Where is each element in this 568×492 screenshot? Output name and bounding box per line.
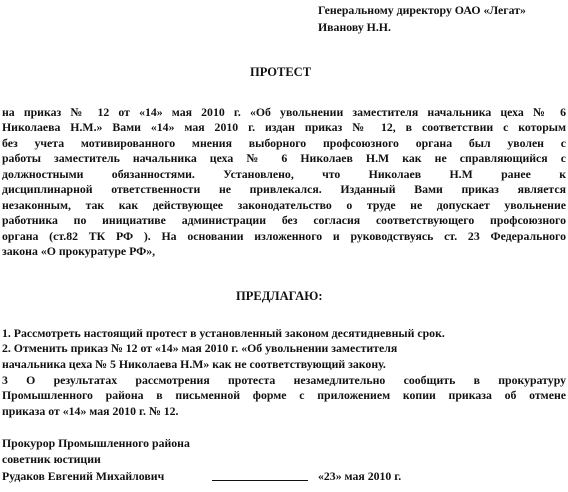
signature-title-line-2: советник юстиции: [2, 452, 101, 466]
body-line-10: закона «О прокуратуре РФ»,: [2, 244, 156, 258]
item-3-line-1: 3 О результатах рассмотрения протеста незамедлительно сообщить в прокуратуру: [2, 373, 566, 387]
propose-heading: ПРЕДЛАГАЮ:: [236, 289, 323, 303]
body-line-8: работника по инициативе администрации без согласия соответствующего профсоюзного: [2, 213, 566, 227]
body-line-4: работы заместитель начальника цеха № 6 Николаев Н.М как не справляющийся с: [2, 151, 566, 165]
signature-blank-line: [212, 469, 308, 485]
signature-date: «23» мая 2010 г.: [318, 469, 402, 483]
addressee-line-1: Генеральному директору ОАО «Легат»: [318, 3, 526, 17]
body-line-9: органа (ст.82 ТК РФ ). На основании изложенного и руководствуясь ст. 23 Федерального: [2, 229, 566, 243]
body-line-3: без учета мотивированного мнения выборного профсоюзного органа был уволен с: [2, 136, 566, 150]
item-2-line-1: 2. Отменить приказ № 12 от «14» мая 2010 г. «Об увольнении заместителя: [2, 341, 398, 355]
item-2-line-2: начальника цеха № 5 Николаева Н.М» как не соответствующий закону.: [2, 357, 386, 371]
addressee-line-2: Иванову Н.Н.: [318, 20, 391, 34]
item-3-line-2: Промышленного района в письменной форме с приложением копии приказа об отмене: [2, 388, 566, 402]
document-title: ПРОТЕСТ: [250, 65, 312, 79]
signature-name: Рудаков Евгений Михайлович: [2, 469, 165, 483]
signature-title-line-1: Прокурор Промышленного района: [2, 436, 190, 450]
item-1: 1. Рассмотреть настоящий протест в установленный законом десятидневный срок.: [2, 326, 445, 340]
body-line-5: должностными обязанностями. Установлено, что Николаев Н.М ранее к: [2, 167, 566, 181]
body-line-6: дисциплинарной ответственности не привлекался. Изданный Вами приказ является: [2, 182, 566, 196]
body-line-7: незаконным, так как действующее законодательство о труде не допускает увольнение: [2, 198, 566, 212]
body-line-1: на приказ № 12 от «14» мая 2010 г. «Об увольнении заместителя начальника цеха № 6: [2, 105, 566, 119]
item-3-line-3: приказа от «14» мая 2010 г. № 12.: [2, 404, 179, 418]
body-line-2: Николаева Н.М.» Вами «14» мая 2010 г. издан приказ № 12, в соответствии с которым: [2, 120, 566, 134]
